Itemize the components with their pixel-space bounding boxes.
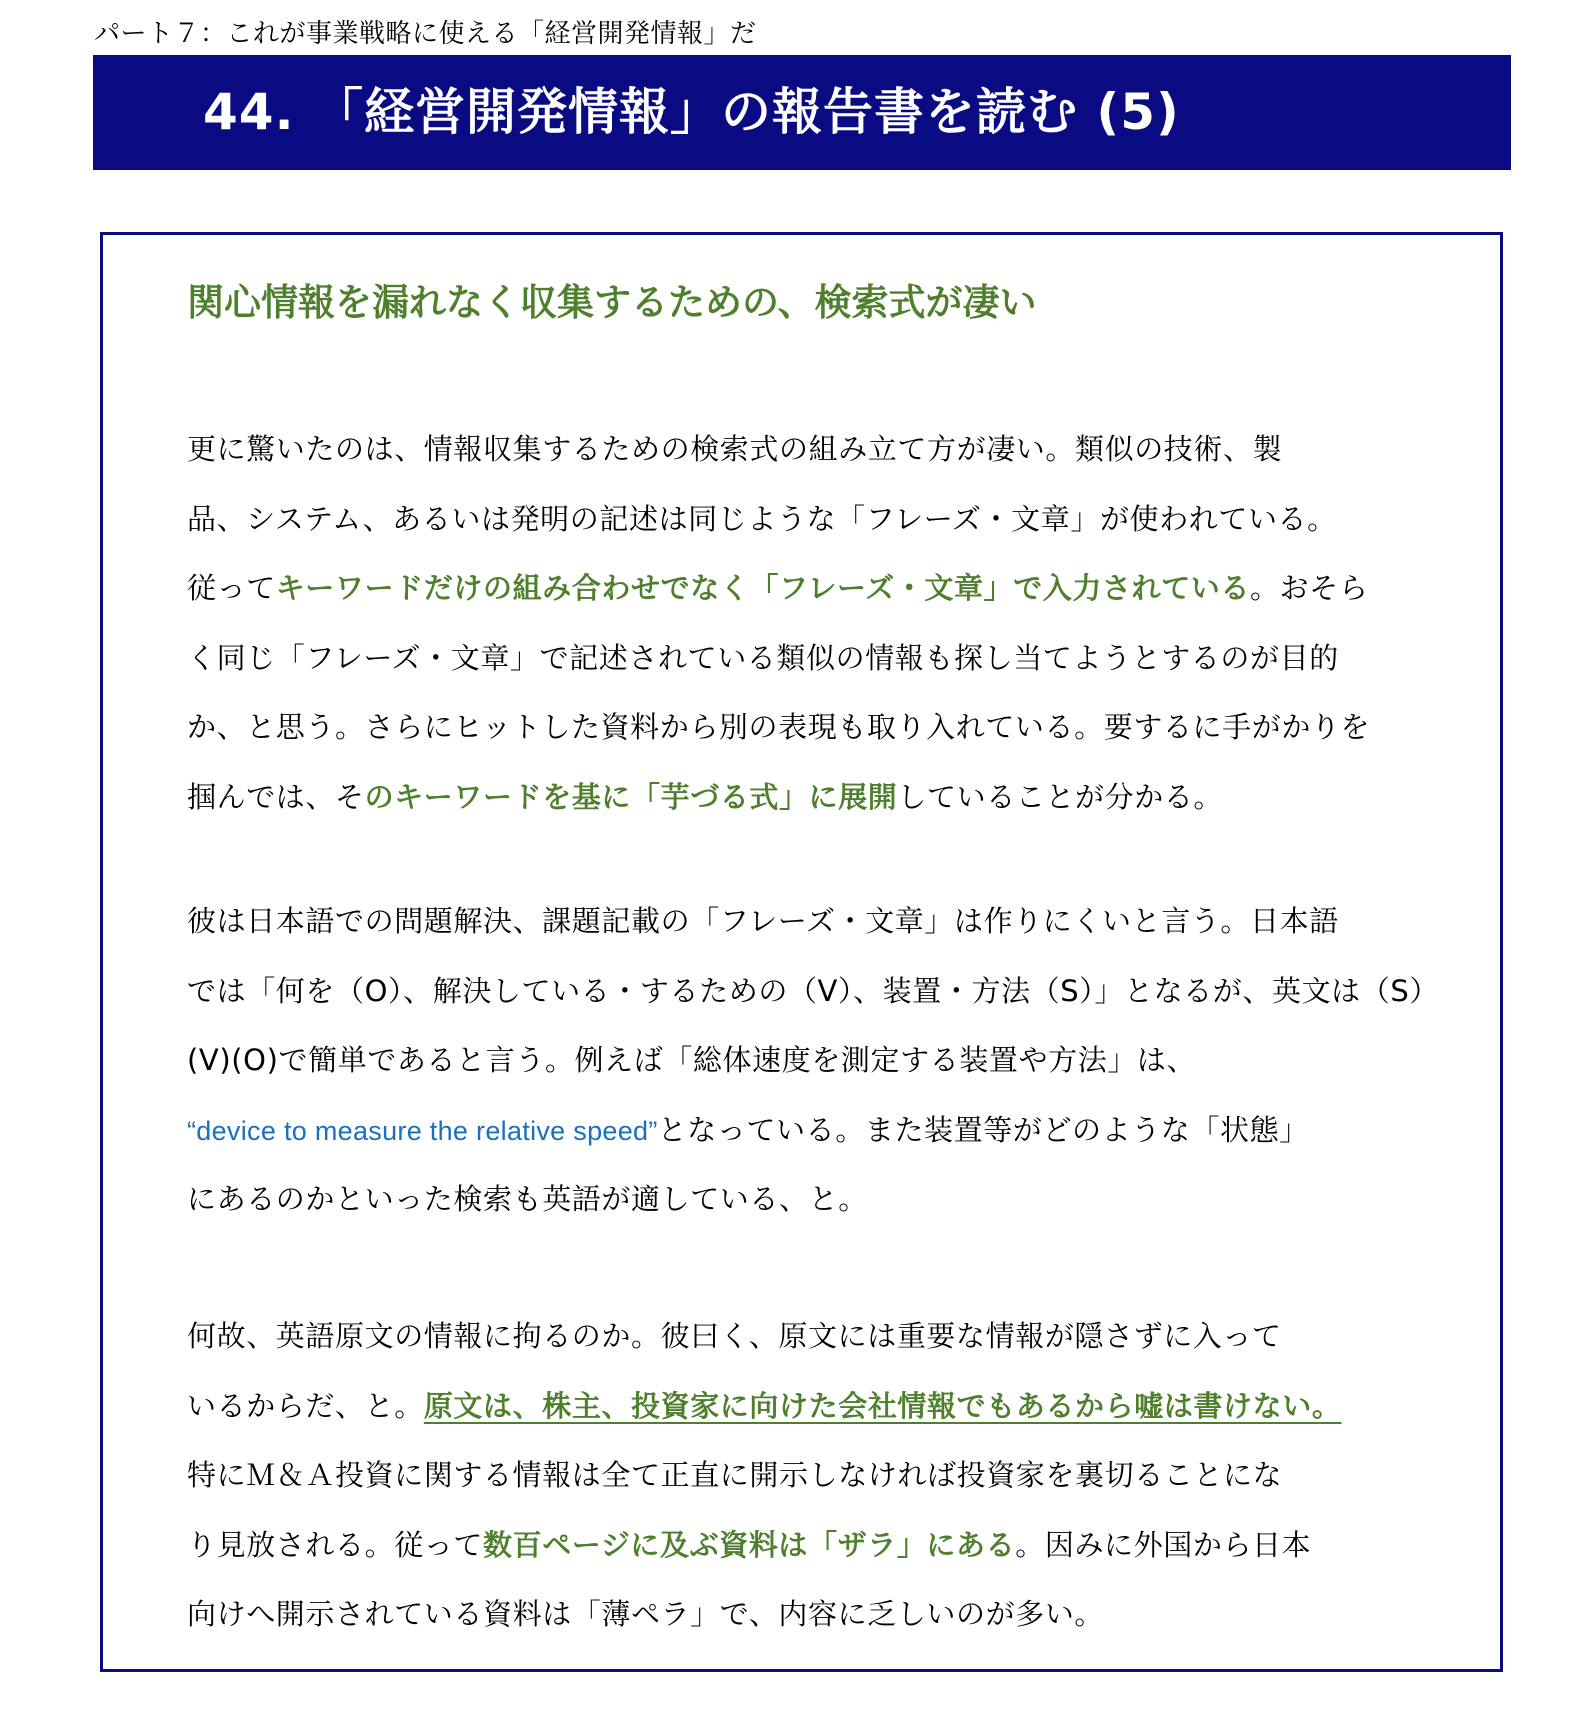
text-line xyxy=(187,763,1447,833)
text-line: か、と思う。さらにヒットした資料から別の表現も取り入れている。要するに手がかりを xyxy=(187,710,1371,744)
text-span: いるからだ、と。 xyxy=(187,1388,424,1423)
section-subtitle: 関心情報を漏れなく収集するための、検索式が凄い xyxy=(187,281,1037,324)
text-line: 彼は日本語での問題解決、課題記載の「フレーズ・文章」は作りにくいと言う。日本語 xyxy=(187,904,1339,938)
highlight-text: 数百ページに及ぶ資料は「ザラ」にある xyxy=(483,1527,1016,1562)
highlight-text: キーワードだけの組み合わせでなく「フレーズ・文章」で入力されている xyxy=(275,571,1251,605)
text-line: 向けへ開示されている資料は「薄ペラ」で、内容に乏しいのが多い。 xyxy=(187,1597,1105,1631)
text-span: り見放される。従って xyxy=(187,1527,484,1562)
text-line: 品、システム、あるいは発明の記述は同じような「フレーズ・文章」が使われている。 xyxy=(187,501,1337,536)
text-span: 。因みに外国から日本 xyxy=(1015,1527,1312,1562)
highlight-text: のキーワードを基に「芋づる式」に展開 xyxy=(364,779,898,814)
text-line: く同じ「フレーズ・文章」で記述されている類似の情報も探し当てようとするのが目的 xyxy=(187,640,1339,675)
text-span: 従って xyxy=(187,571,276,605)
text-line xyxy=(187,554,1447,624)
text-line: では「何を（O）、解決している・するための（V）、装置・方法（S）」となるが、英文は（S） xyxy=(187,973,1439,1008)
text-span: していることが分かる。 xyxy=(897,779,1224,814)
text-line xyxy=(187,1511,1447,1581)
text-span: 。おそら xyxy=(1250,571,1369,605)
page-title: 44. 「経営開発情報」の報告書を読む (5) xyxy=(203,83,1180,141)
underlined-highlight-text: 原文は、株主、投資家に向けた会社情報でもあるから嘘は書けない。 xyxy=(423,1388,1342,1423)
text-line: 更に驚いたのは、情報収集するための検索式の組み立て方が凄い。類似の技術、製 xyxy=(187,432,1283,466)
text-span: となっている。また装置等がどのような「状態」 xyxy=(657,1112,1309,1147)
text-line xyxy=(187,1372,1447,1442)
text-line: にあるのかといった検索も英語が適している、と。 xyxy=(187,1182,868,1216)
text-line xyxy=(187,1096,1447,1166)
english-phrase: “device to measure the relative speed” xyxy=(187,1115,658,1146)
paragraph-3 xyxy=(187,1302,1447,1650)
text-line: 特にＭ＆Ａ投資に関する情報は全て正直に開示しなければ投資家を裏切ることにな xyxy=(187,1458,1283,1492)
content-box xyxy=(100,232,1503,1672)
paragraph-1 xyxy=(187,415,1447,832)
title-bar xyxy=(93,55,1511,170)
text-span: 掴んでは、そ xyxy=(187,779,365,814)
text-line: (V)(O)で簡単であると言う。例えば「総体速度を測定する装置や方法」は、 xyxy=(187,1043,1197,1077)
text-line: 何故、英語原文の情報に拘るのか。彼曰く、原文には重要な情報が隠さずに入って xyxy=(187,1319,1282,1353)
paragraph-2 xyxy=(187,887,1447,1235)
breadcrumb: パート７：これが事業戦略に使える「経営開発情報」だ xyxy=(94,19,757,49)
